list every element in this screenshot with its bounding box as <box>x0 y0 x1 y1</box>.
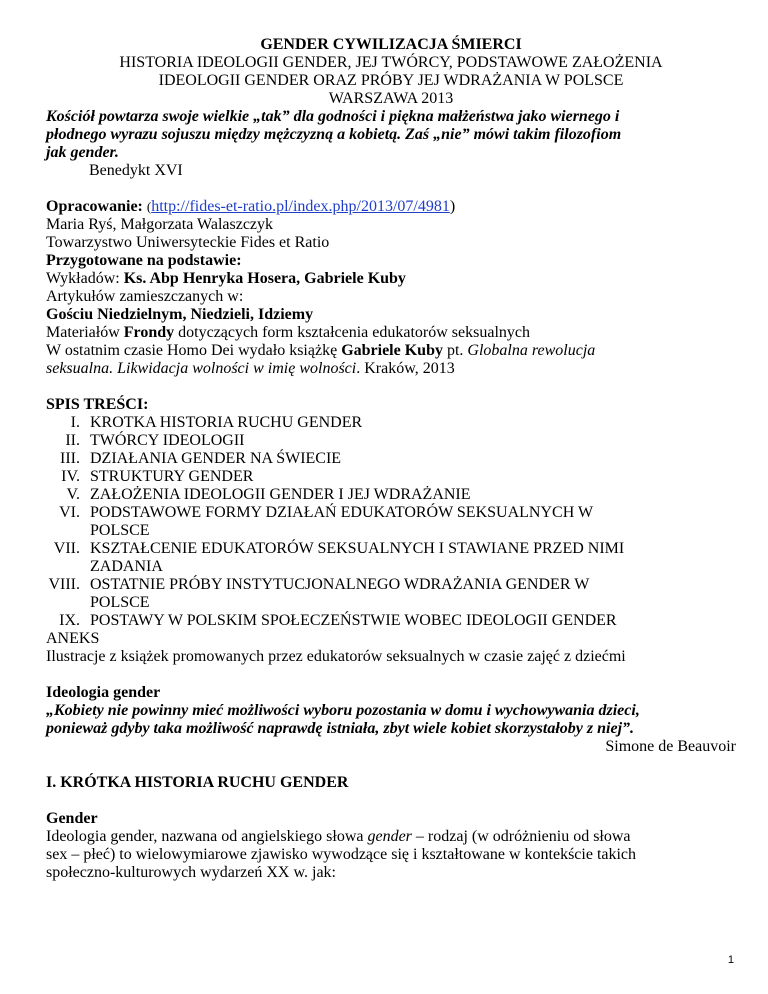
book-author: Gabriele Kuby <box>341 342 443 359</box>
toc-item[interactable] <box>46 450 736 468</box>
articles-sources: Gościu Niedzielnym, Niedzieli, Idziemy <box>46 306 314 323</box>
epigraph-author: Benedykt XVI <box>89 162 183 179</box>
source-link[interactable]: http://fides-et-ratio.pl/index.php/2013/07/4981 <box>151 198 450 215</box>
para-suffix: – rodzaj (w odróżnieniu od słowa <box>411 828 631 845</box>
annex-description: Ilustracje z książek promowanych przez edukatorów seksualnych w czasie zajęć z dziećmi <box>46 648 626 665</box>
toc-item[interactable] <box>46 540 736 576</box>
epigraph-line-3: jak gender. <box>46 144 119 161</box>
annex-label[interactable]: ANEKS <box>46 630 100 647</box>
opracowanie-line <box>46 198 736 216</box>
book-title-part-2: seksualna. Likwidacja wolności w imię wolności <box>46 360 357 377</box>
book-title-part-1: Globalna rewolucja <box>467 342 596 359</box>
toc-item[interactable] <box>46 468 736 486</box>
ideology-quote-line-1: „Kobiety nie powinny mieć możliwości wyboru pozostania w domu i wychowywania dzieci, <box>46 702 640 719</box>
toc-item[interactable] <box>46 612 736 630</box>
table-of-contents <box>46 414 736 630</box>
opracowanie-label: Opracowanie: <box>46 198 143 215</box>
section-1-subheading: Gender <box>46 810 98 827</box>
document-title: GENDER CYWILIZACJA ŚMIERCI <box>260 36 522 53</box>
link-close-paren: ) <box>449 198 456 215</box>
toc-item-label-cont: ZADANIA <box>90 558 163 575</box>
materials-source: Frondy <box>123 324 175 341</box>
toc-item[interactable] <box>46 576 736 612</box>
lectures-line <box>46 270 736 288</box>
toc-heading: SPIS TREŚCI: <box>46 396 149 413</box>
toc-item-label: DZIAŁANIA GENDER NA ŚWIECIE <box>90 450 342 467</box>
book-line-1 <box>46 342 736 360</box>
ideology-quote-line-2: ponieważ gdyby taka możliwość naprawdę istniała, zbyt wiele kobiet skorzystałoby z niej”. <box>46 720 635 737</box>
toc-item-label-cont: POLSCE <box>90 522 150 539</box>
toc-item[interactable] <box>46 504 736 540</box>
epigraph-line-2: płodnego wyrazu sojuszu między mężczyzną a kobietą. Zaś „nie” mówi takim filozofiom <box>46 126 622 143</box>
epigraph-line-1: Kościół powtarza swoje wielkie „tak” dla godności i piękna małżeństwa jako wiernego i <box>46 108 620 125</box>
book-line-2 <box>46 360 736 378</box>
materials-suffix: dotyczących form kształcenia edukatorów seksualnych <box>174 324 530 341</box>
page-number: 1 <box>727 954 734 966</box>
toc-item-label: ZAŁOŻENIA IDEOLOGII GENDER I JEJ WDRAŻANIE <box>90 486 471 503</box>
book-suffix: . Kraków, 2013 <box>356 360 455 377</box>
toc-item-label: KROTKA HISTORIA RUCHU GENDER <box>90 414 363 431</box>
materials-prefix: Materiałów <box>46 324 124 341</box>
authors: Maria Ryś, Małgorzata Walaszczyk <box>46 216 274 233</box>
ideology-quote-author: Simone de Beauvoir <box>605 738 736 755</box>
toc-item-label: KSZTAŁCENIE EDUKATORÓW SEKSUALNYCH I STAWIANE PRZED NIMI <box>90 540 625 557</box>
toc-item-label: OSTATNIE PRÓBY INSTYTUCJONALNEGO WDRAŻANIA GENDER W <box>90 576 590 593</box>
toc-item-number: VII. <box>53 540 80 557</box>
toc-item-label: POSTAWY W POLSKIM SPOŁECZEŃSTWIE WOBEC IDEOLOGII GENDER <box>90 612 617 629</box>
subtitle-line-3: WARSZAWA 2013 <box>328 90 454 107</box>
toc-item-number: I. <box>70 414 80 431</box>
organization: Towarzystwo Uniwersyteckie Fides et Ratio <box>46 234 330 251</box>
section-1-para-line-3: społeczno-kulturowych wydarzeń XX w. jak: <box>46 864 336 881</box>
toc-item-label: TWÓRCY IDEOLOGII <box>90 432 245 449</box>
document-page <box>46 36 736 882</box>
toc-item-number: II. <box>65 432 80 449</box>
toc-item-label: STRUKTURY GENDER <box>90 468 254 485</box>
prepared-label: Przygotowane na podstawie: <box>46 252 242 269</box>
toc-item[interactable] <box>46 414 736 432</box>
toc-item-number: VIII. <box>48 576 80 593</box>
toc-item-number: V. <box>66 486 80 503</box>
para-prefix: Ideologia gender, nazwana od angielskiego słowa <box>46 828 368 845</box>
toc-item-number: III. <box>60 450 80 467</box>
lectures-names: Ks. Abp Henryka Hosera, Gabriele Kuby <box>123 270 406 287</box>
toc-item-label: PODSTAWOWE FORMY DZIAŁAŃ EDUKATORÓW SEKSUALNYCH W <box>90 504 594 521</box>
book-prefix: W ostatnim czasie Homo Dei wydało książkę <box>46 342 342 359</box>
section-1-heading: I. KRÓTKA HISTORIA RUCHU GENDER <box>46 774 349 791</box>
section-1-para-line-2: sex – płeć) to wielowymiarowe zjawisko wywodzące się i kształtowane w kontekście takich <box>46 846 637 863</box>
materials-line <box>46 324 736 342</box>
lectures-prefix: Wykładów: <box>46 270 124 287</box>
link-open-paren: ( <box>146 199 152 214</box>
book-mid: pt. <box>442 342 468 359</box>
toc-item-label-cont: POLSCE <box>90 594 150 611</box>
ideology-heading: Ideologia gender <box>46 684 161 701</box>
para-term-gender: gender <box>367 828 412 845</box>
toc-item-number: IV. <box>61 468 80 485</box>
subtitle-line-1: HISTORIA IDEOLOGII GENDER, JEJ TWÓRCY, PODSTAWOWE ZAŁOŻENIA <box>119 54 663 71</box>
toc-item[interactable] <box>46 486 736 504</box>
subtitle-line-2: IDEOLOGII GENDER ORAZ PRÓBY JEJ WDRAŻANIA W POLSCE <box>158 72 624 89</box>
toc-item[interactable] <box>46 432 736 450</box>
articles-prefix: Artykułów zamieszczanych w: <box>46 288 244 305</box>
section-1-para-line-1 <box>46 828 736 846</box>
toc-item-number: VI. <box>59 504 80 521</box>
toc-item-number: IX. <box>59 612 80 629</box>
